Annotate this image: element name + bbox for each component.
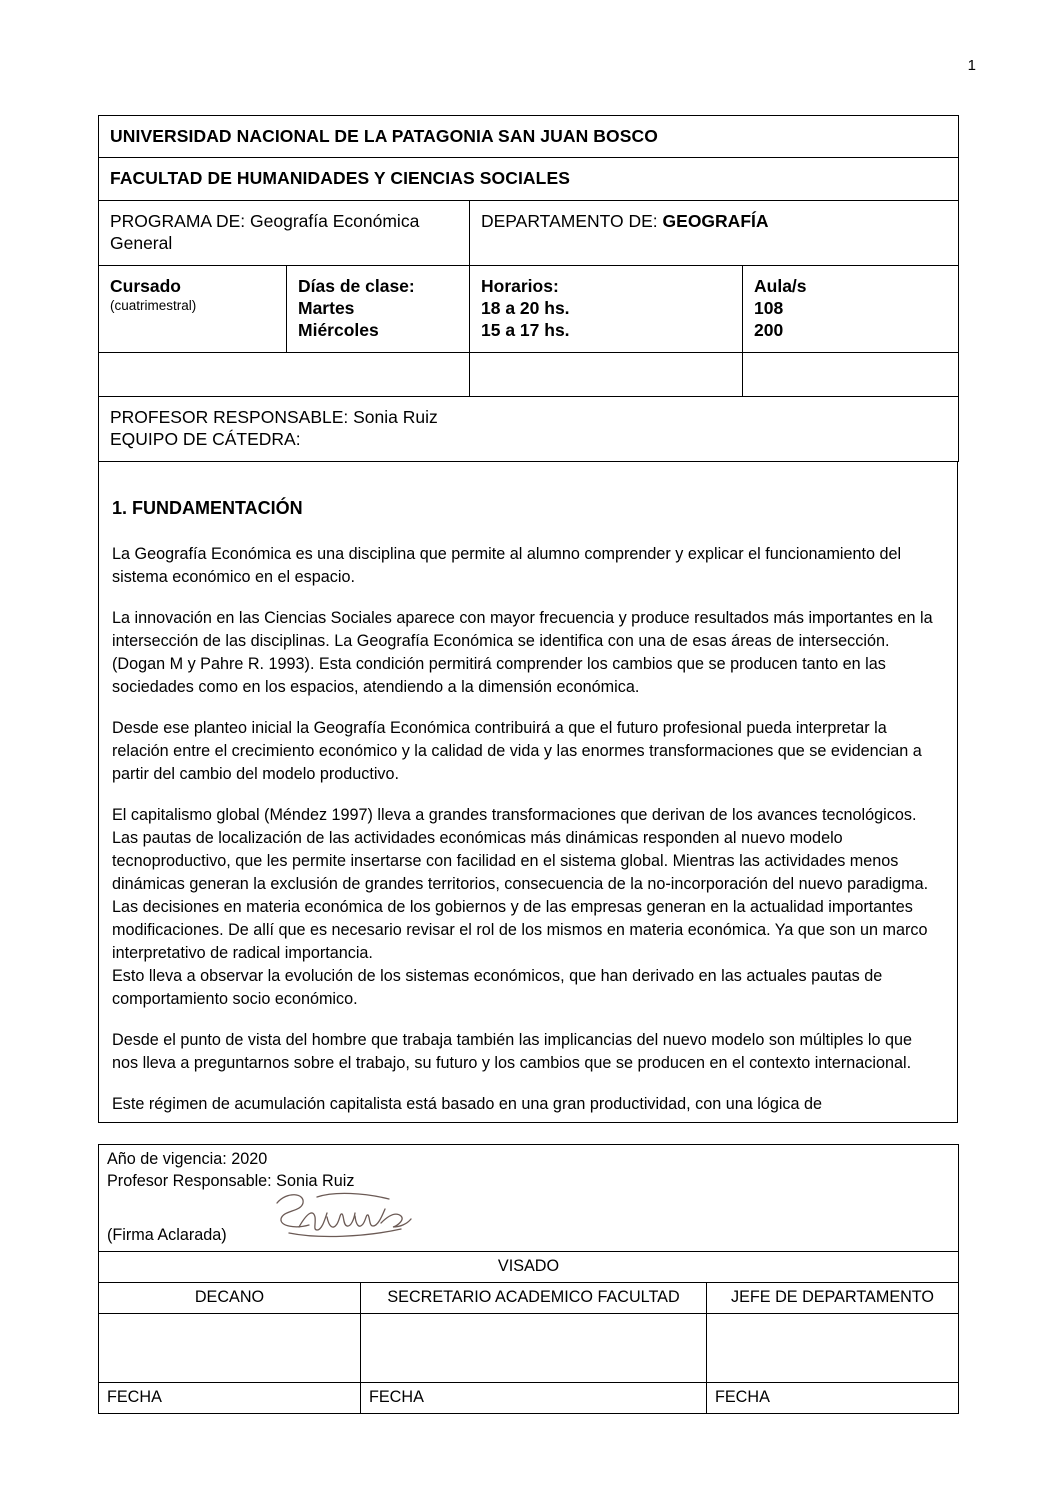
paragraph-6: Esto lleva a observar la evolución de los sistemas económicos, que han derivado en las actuales pautas de comportamiento socio económico. [112, 967, 883, 1009]
schedule-2: 15 a 17 hs. [481, 320, 570, 341]
university-name: UNIVERSIDAD NACIONAL DE LA PATAGONIA SAN JUAN BOSCO [99, 116, 959, 158]
fundamentacion-section [98, 462, 958, 1124]
document-body [98, 115, 958, 1123]
date-department: FECHA [707, 1382, 959, 1413]
room-label: Aula/s [754, 275, 807, 296]
program-label: PROGRAMA DE: [110, 210, 246, 231]
table-row-roles [99, 1282, 959, 1313]
page-number: 1 [967, 57, 976, 74]
room-2: 200 [754, 320, 784, 341]
room-1: 108 [754, 297, 784, 318]
empty-cell-right [743, 352, 959, 396]
paragraph-8: Este régimen de acumulación capitalista está basado en una gran productividad, con una lógica de [112, 1095, 823, 1114]
header-table [98, 115, 959, 462]
professor-cell [99, 396, 959, 461]
table-row-faculty [99, 158, 959, 200]
paragraph-4: El capitalismo global (Méndez 1997) lleva a grandes transformaciones que derivan de los avances tecnológicos. Las pautas de localización de las actividades económicas más dinámicas responden al nuevo modelo tecnoproductivo, que les permite insertarse con facilidad en el sistema global. Mientras las actividades menos dinámicas generan la exclusión de grandes territorios, consecuencia de la no-incorporación del nuevo paradigma. [112, 806, 929, 894]
signature-cell [99, 1145, 959, 1252]
role-department-head: JEFE DE DEPARTAMENTO [707, 1282, 959, 1313]
schedule-cell [470, 265, 743, 352]
table-row-dates [99, 1382, 959, 1413]
blank-signature-dean [99, 1313, 361, 1382]
paragraph-1: La Geografía Económica es una disciplina que permite al alumno comprender y explicar el funcionamiento del sistema económico en el espacio. [112, 545, 902, 587]
program-value: Geografía Económica General [110, 210, 420, 254]
table-row-signature [99, 1145, 959, 1252]
schedule-1: 18 a 20 hs. [481, 297, 570, 318]
visado-label: VISADO [99, 1252, 959, 1283]
table-row-schedule [99, 265, 959, 352]
paragraph-5: Las decisiones en materia económica de los gobiernos y de las empresas generan en la actualidad importantes modificaciones. De allí que es necesario revisar el rol de los mismos en materia económica. Ya que son un marco interpretativo de radical importancia. [112, 898, 928, 963]
paragraph-3: Desde ese planteo inicial la Geografía Económica contribuirá a que el futuro profesional pueda interpretar la relación entre el crecimiento económico y la calidad de vida y las enormes transformaciones que se evidencian a partir del cambio del modelo productivo. [112, 719, 922, 784]
section-title: 1. FUNDAMENTACIÓN [112, 497, 303, 518]
table-row-blank-signatures [99, 1313, 959, 1382]
blank-signature-department [707, 1313, 959, 1382]
table-row-visado [99, 1252, 959, 1283]
schedule-label: Horarios: [481, 275, 559, 296]
role-dean: DECANO [99, 1282, 361, 1313]
table-row-professor [99, 396, 959, 461]
department-value: GEOGRAFÍA [662, 210, 769, 231]
paragraph-7: Desde el punto de vista del hombre que trabaja también las implicancias del nuevo modelo son múltiples lo que nos lleva a preguntarnos sobre el trabajo, su futuro y los cambios que se producen en el contexto internacional. [112, 1031, 912, 1073]
day-2: Miércoles [298, 320, 379, 341]
table-row-empty [99, 352, 959, 396]
signature-label: (Firma Aclarada) [107, 1226, 227, 1245]
date-dean: FECHA [99, 1382, 361, 1413]
role-academic-secretary: SECRETARIO ACADEMICO FACULTAD [361, 1282, 707, 1313]
department-label: DEPARTAMENTO DE: [481, 210, 658, 231]
days-cell [287, 265, 470, 352]
faculty-name: FACULTAD DE HUMANIDADES Y CIENCIAS SOCIALES [99, 158, 959, 200]
cursado-note: (cuatrimestral) [110, 297, 197, 313]
cursado-cell [99, 265, 287, 352]
table-row-university [99, 116, 959, 158]
handwritten-signature-icon [269, 1183, 419, 1239]
table-row-program [99, 200, 959, 265]
professor-responsible: PROFESOR RESPONSABLE: Sonia Ruiz [110, 406, 438, 427]
department-cell [470, 200, 959, 265]
paragraph-2: La innovación en las Ciencias Sociales aparece con mayor frecuencia y produce resultados más importantes en la intersección de las disciplinas. La Geografía Económica se identifica con una de esas áreas de intersección. (Dogan M y Pahre R. 1993). Esta condición permitirá comprender los cambios que se producen tanto en las sociedades como en los espacios, atendiendo a la dimensión económica. [112, 609, 933, 697]
empty-cell-middle [470, 352, 743, 396]
footer-professor: Profesor Responsable: Sonia Ruiz [107, 1171, 355, 1190]
date-secretary: FECHA [361, 1382, 707, 1413]
days-label: Días de clase: [298, 275, 415, 296]
footer-table [98, 1144, 959, 1414]
validity-year: Año de vigencia: 2020 [107, 1150, 268, 1168]
day-1: Martes [298, 297, 355, 318]
blank-signature-secretary [361, 1313, 707, 1382]
teaching-team: EQUIPO DE CÁTEDRA: [110, 429, 301, 450]
room-cell [743, 265, 959, 352]
program-cell [99, 200, 470, 265]
cursado-label: Cursado [110, 275, 181, 296]
document-footer [98, 1144, 958, 1414]
empty-cell-left [99, 352, 470, 396]
